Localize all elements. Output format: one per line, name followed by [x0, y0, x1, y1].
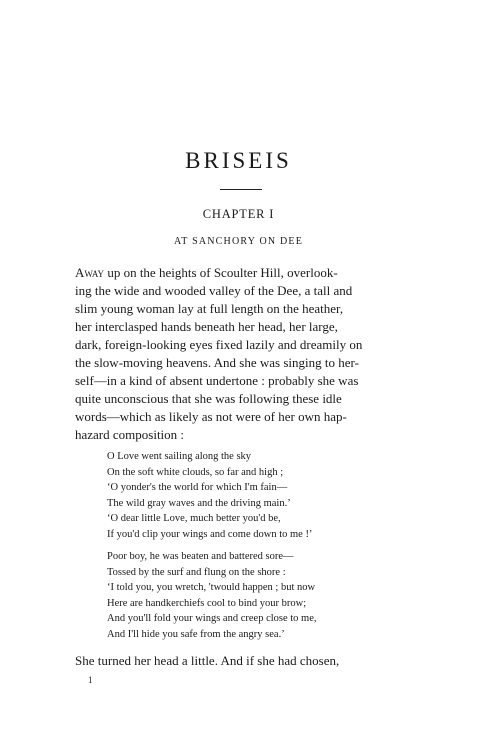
paragraph-line: quite unconscious that she was following these idle	[75, 391, 342, 406]
paragraph-line: the slow-moving heavens. And she was singing to her-	[75, 355, 359, 370]
verse-line: Poor boy, he was beaten and battered sore—	[107, 551, 294, 562]
verse-line: ‘I told you, you wretch, 'twould happen ; but now	[107, 582, 316, 593]
chapter-heading: CHAPTER I	[202, 207, 275, 221]
verse-line: O Love went sailing along the sky	[107, 451, 252, 462]
verse-line: ‘O yonder's the world for which I'm fain—	[107, 482, 288, 493]
paragraph-line: words—which as likely as not were of her own hap-	[75, 409, 347, 424]
verse-line: If you'd clip your wings and come down to me !’	[107, 528, 313, 540]
paragraph-line: self—in a kind of absent undertone : probably she was	[75, 373, 359, 388]
paragraph-line: her interclasped hands beneath her head, her large,	[75, 319, 338, 334]
verse-line: Tossed by the surf and flung on the shore :	[107, 566, 286, 578]
opening-word: Away	[75, 265, 105, 280]
paragraph-line: hazard composition :	[75, 427, 185, 442]
signature-mark: 1	[88, 675, 93, 685]
verse-line: The wild gray waves and the driving main.’	[107, 497, 291, 509]
title-rule	[220, 189, 262, 190]
poem-stanza-1	[107, 449, 312, 542]
verse-line: Here are handkerchiefs cool to bind your brow;	[107, 597, 307, 609]
verse-line: On the soft white clouds, so far and high ;	[107, 466, 284, 478]
book-title: BRISEIS	[185, 148, 292, 173]
poem-stanza-2	[107, 549, 317, 642]
opening-paragraph	[75, 264, 425, 444]
closing-line: She turned her head a little. And if she had chosen,	[75, 653, 340, 668]
paragraph-line: Away up on the heights of Scoulter Hill, overlook-	[75, 265, 338, 280]
paragraph-line: dark, foreign-looking eyes fixed lazily and dreamily on	[75, 337, 363, 352]
verse-line: ‘O dear little Love, much better you'd be,	[107, 513, 281, 524]
paragraph-line: slim young woman lay at full length on the heather,	[75, 301, 344, 316]
chapter-subtitle: AT SANCHORY ON DEE	[173, 236, 304, 247]
verse-line: And you'll fold your wings and creep close to me,	[107, 613, 317, 624]
verse-line: And I'll hide you safe from the angry sea.’	[107, 628, 285, 640]
paragraph-line: ing the wide and wooded valley of the Dee, a tall and	[75, 283, 353, 298]
